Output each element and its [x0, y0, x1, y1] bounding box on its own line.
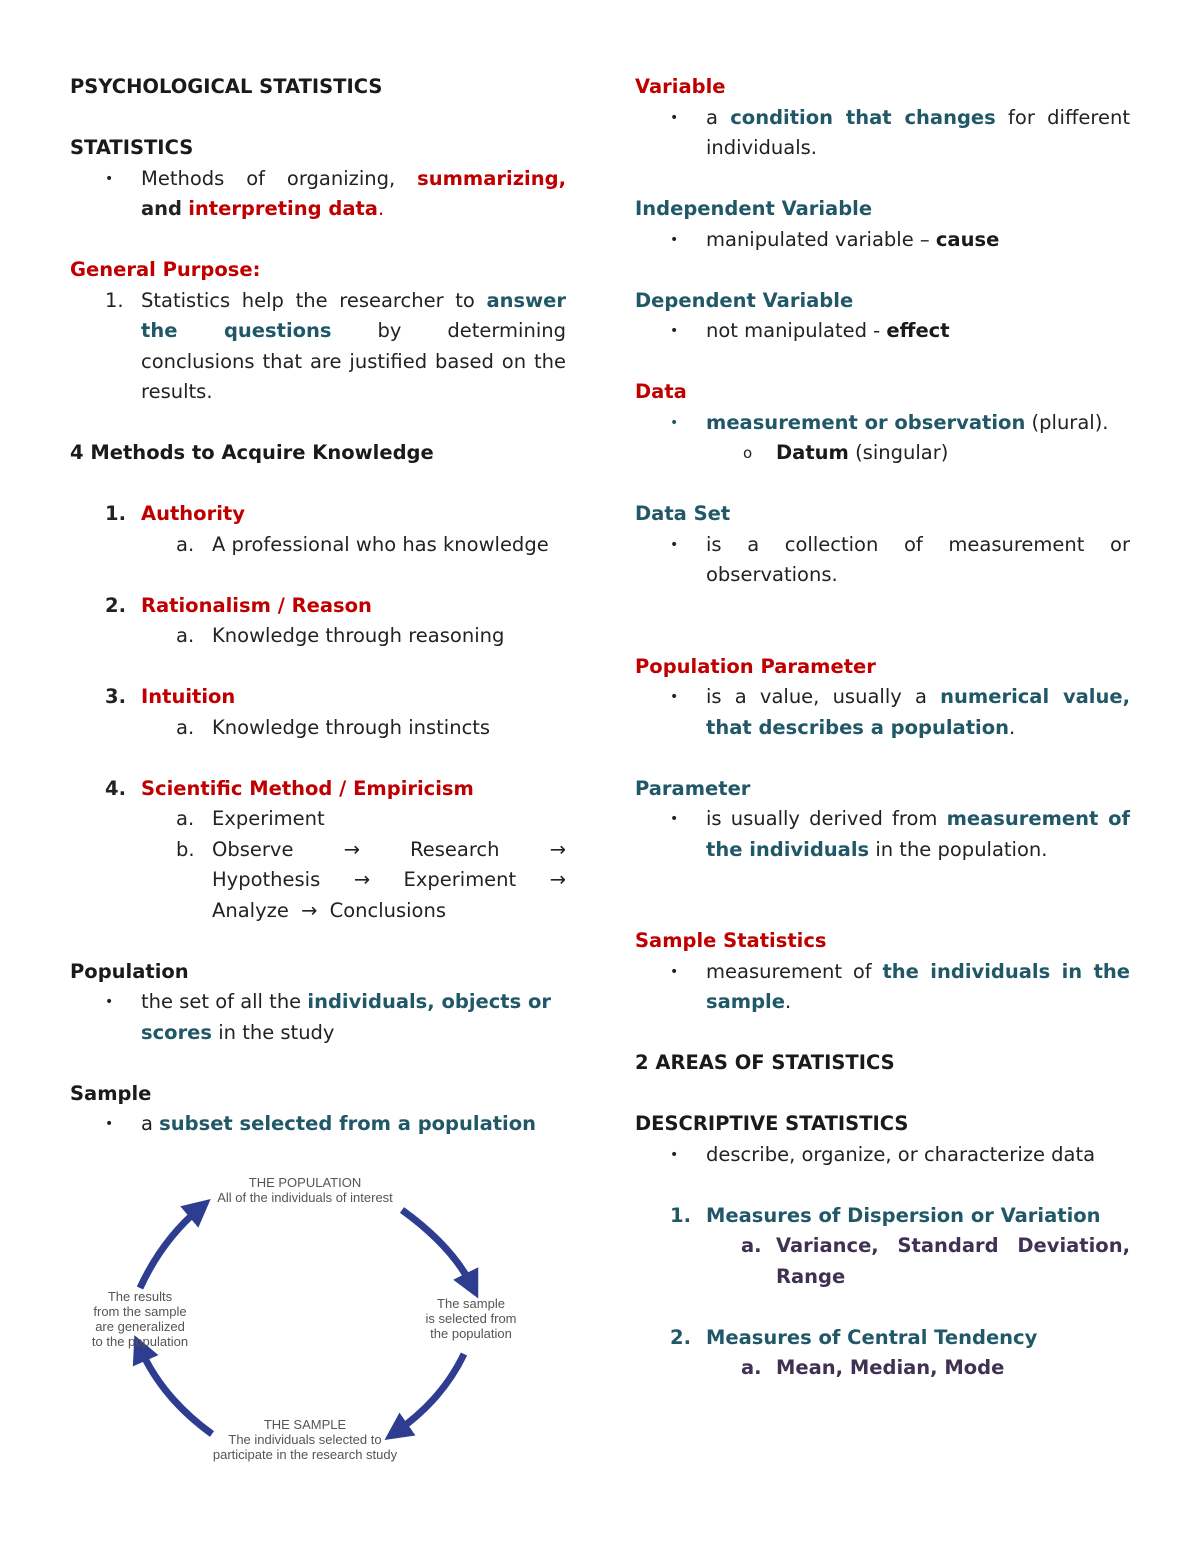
bullet-icon: •	[670, 109, 679, 126]
method-scientific-sub-a: a. Experiment	[176, 807, 325, 830]
dependent-variable-definition: • not manipulated - effect	[635, 316, 1130, 347]
bullet-icon: •	[670, 963, 679, 980]
datum-definition: o Datum (singular)	[635, 438, 1130, 469]
population-parameter-definition: • is a value, usually a numerical value, that describes a population.	[635, 682, 1130, 743]
method-scientific-sub-b: b. Observe → Research → Hypothesis → Experiment → Analyze → Conclusions	[176, 837, 566, 922]
areas-heading: 2 AREAS OF STATISTICS	[635, 1051, 895, 1074]
diagram-left-label: The results from the sample are generalized to the population	[91, 1289, 189, 1349]
variable-definition: • a condition that changes for different individuals.	[635, 103, 1130, 164]
bullet-icon: •	[105, 170, 114, 187]
sample-heading: Sample	[70, 1081, 152, 1105]
diagram-population-label: THE POPULATION All of the individuals of interest	[217, 1175, 393, 1205]
arrow-top-left	[140, 1208, 200, 1288]
method-intuition-sub: a. Knowledge through instincts	[176, 715, 491, 739]
statistics-definition: • Methods of organizing, summarizing, and interpreting data.	[70, 164, 566, 225]
general-purpose-heading: General Purpose:	[70, 258, 261, 281]
independent-variable-heading: Independent Variable	[635, 197, 873, 220]
bullet-icon: •	[670, 1146, 679, 1163]
variable-heading: Variable	[635, 75, 726, 98]
statistics-heading: STATISTICS	[70, 136, 194, 159]
descriptive-statistics-definition: • describe, organize, or characterize data	[635, 1140, 1130, 1171]
bullet-icon: •	[670, 536, 679, 553]
independent-variable-definition: • manipulated variable – cause	[635, 225, 1130, 256]
circle-bullet-icon: o	[743, 444, 753, 462]
general-purpose-item: 1. Statistics help the researcher to answer the questions by determining conclusions that are justified based on the results.	[105, 288, 566, 403]
method-rationalism-sub: a. Knowledge through reasoning	[176, 624, 505, 647]
dependent-variable-heading: Dependent Variable	[635, 288, 854, 312]
sample-statistics-heading: Sample Statistics	[635, 929, 827, 952]
method-rationalism: 2. Rationalism / Reason	[105, 593, 372, 617]
parameter-heading: Parameter	[635, 776, 751, 800]
bullet-icon: •	[670, 689, 679, 705]
population-definition: • the set of all the individuals, objects or scores in the study	[70, 987, 566, 1048]
bullet-icon: •	[670, 414, 679, 431]
method-intuition: 3. Intuition	[105, 685, 236, 708]
bullet-icon: •	[670, 811, 679, 827]
data-definition: • measurement or observation (plural).	[635, 408, 1130, 439]
arrow-top-right	[402, 1210, 472, 1286]
measures-dispersion-sub: a. Variance, Standard Deviation, Range	[741, 1234, 1130, 1288]
bullet-icon: •	[670, 231, 679, 248]
measures-central-tendency: 2. Measures of Central Tendency	[670, 1325, 1038, 1349]
document-title: PSYCHOLOGICAL STATISTICS	[70, 75, 383, 98]
parameter-definition: • is usually derived from measurement of the individuals in the population.	[635, 804, 1130, 865]
bullet-icon: •	[670, 323, 679, 339]
method-authority-sub: a. A professional who has knowledge	[176, 532, 549, 556]
diagram-right-label: The sample is selected from the population	[425, 1296, 517, 1341]
methods-heading: 4 Methods to Acquire Knowledge	[70, 441, 434, 464]
right-column	[635, 72, 1130, 1384]
diagram-sample-label: THE SAMPLE The individuals selected to participate in the research study	[212, 1417, 398, 1462]
data-heading: Data	[635, 380, 687, 403]
measures-dispersion: 1. Measures of Dispersion or Variation	[670, 1203, 1101, 1227]
measures-central-tendency-sub: a. Mean, Median, Mode	[741, 1356, 1005, 1379]
bullet-icon: •	[105, 994, 114, 1010]
bullet-icon: •	[105, 1116, 114, 1132]
data-set-heading: Data Set	[635, 502, 731, 525]
method-scientific: 4. Scientific Method / Empiricism	[105, 776, 474, 800]
sample-definition: • a subset selected from a population	[70, 1109, 566, 1140]
left-column	[70, 72, 566, 1140]
data-set-definition: • is a collection of measurement or observations.	[635, 530, 1130, 591]
population-heading: Population	[70, 959, 189, 983]
method-authority: 1. Authority	[105, 502, 245, 525]
descriptive-statistics-heading: DESCRIPTIVE STATISTICS	[635, 1112, 909, 1135]
sample-statistics-definition: • measurement of the individuals in the sample.	[635, 957, 1130, 1018]
population-sample-cycle-diagram	[70, 1168, 540, 1478]
population-parameter-heading: Population Parameter	[635, 654, 876, 678]
